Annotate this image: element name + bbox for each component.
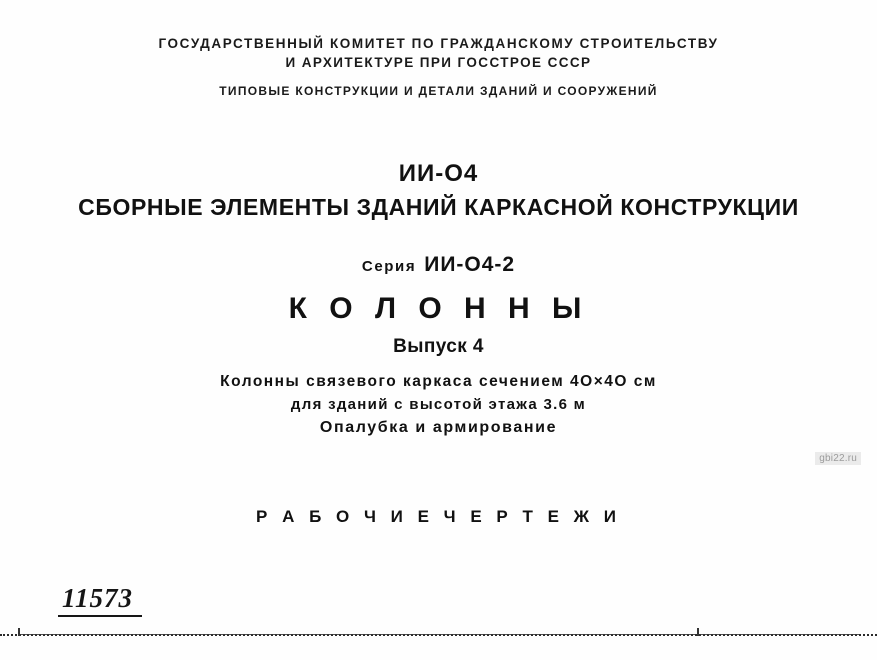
rule-tick-left (18, 628, 20, 636)
description-line-1: Колонны связевого каркаса сечением 4О×4О см (220, 373, 657, 390)
series-number: ИИ-О4-2 (424, 253, 516, 276)
watermark-label: gbi22.ru (815, 452, 861, 465)
organization-line-1: ГОСУДАРСТВЕННЫЙ КОМИТЕТ ПО ГРАЖДАНСКОМУ СТРОИТЕЛЬСТВУ (158, 36, 719, 51)
series-designation (0, 253, 877, 277)
working-drawings-label: Р А Б О Ч И Е Ч Е Р Т Е Ж И (256, 507, 621, 526)
bottom-solid-rule (18, 634, 859, 635)
organization-block (0, 34, 877, 72)
organization-line-2: И АРХИТЕКТУРЕ ПРИ ГОССТРОЕ СССР (285, 55, 592, 70)
handwritten-underline (58, 615, 142, 617)
rule-tick-right (697, 628, 699, 636)
description-line-2: для зданий с высотой этажа 3.6 м (290, 396, 587, 413)
page-title: К О Л О Н Н Ы (288, 292, 589, 325)
series-name: СБОРНЫЕ ЭЛЕМЕНТЫ ЗДАНИЙ КАРКАСНОЙ КОНСТРУКЦИИ (78, 194, 799, 220)
description-line-3: Опалубка и армирование (319, 419, 558, 436)
handwritten-number: 11573 (62, 583, 134, 613)
series-label: Серия (361, 258, 417, 275)
description-block (0, 370, 877, 439)
series-code: ИИ-О4 (398, 160, 479, 187)
document-subtitle: ТИПОВЫЕ КОНСТРУКЦИИ И ДЕТАЛИ ЗДАНИЙ И СООРУЖЕНИЙ (219, 84, 658, 98)
issue-number: Выпуск 4 (393, 336, 484, 357)
